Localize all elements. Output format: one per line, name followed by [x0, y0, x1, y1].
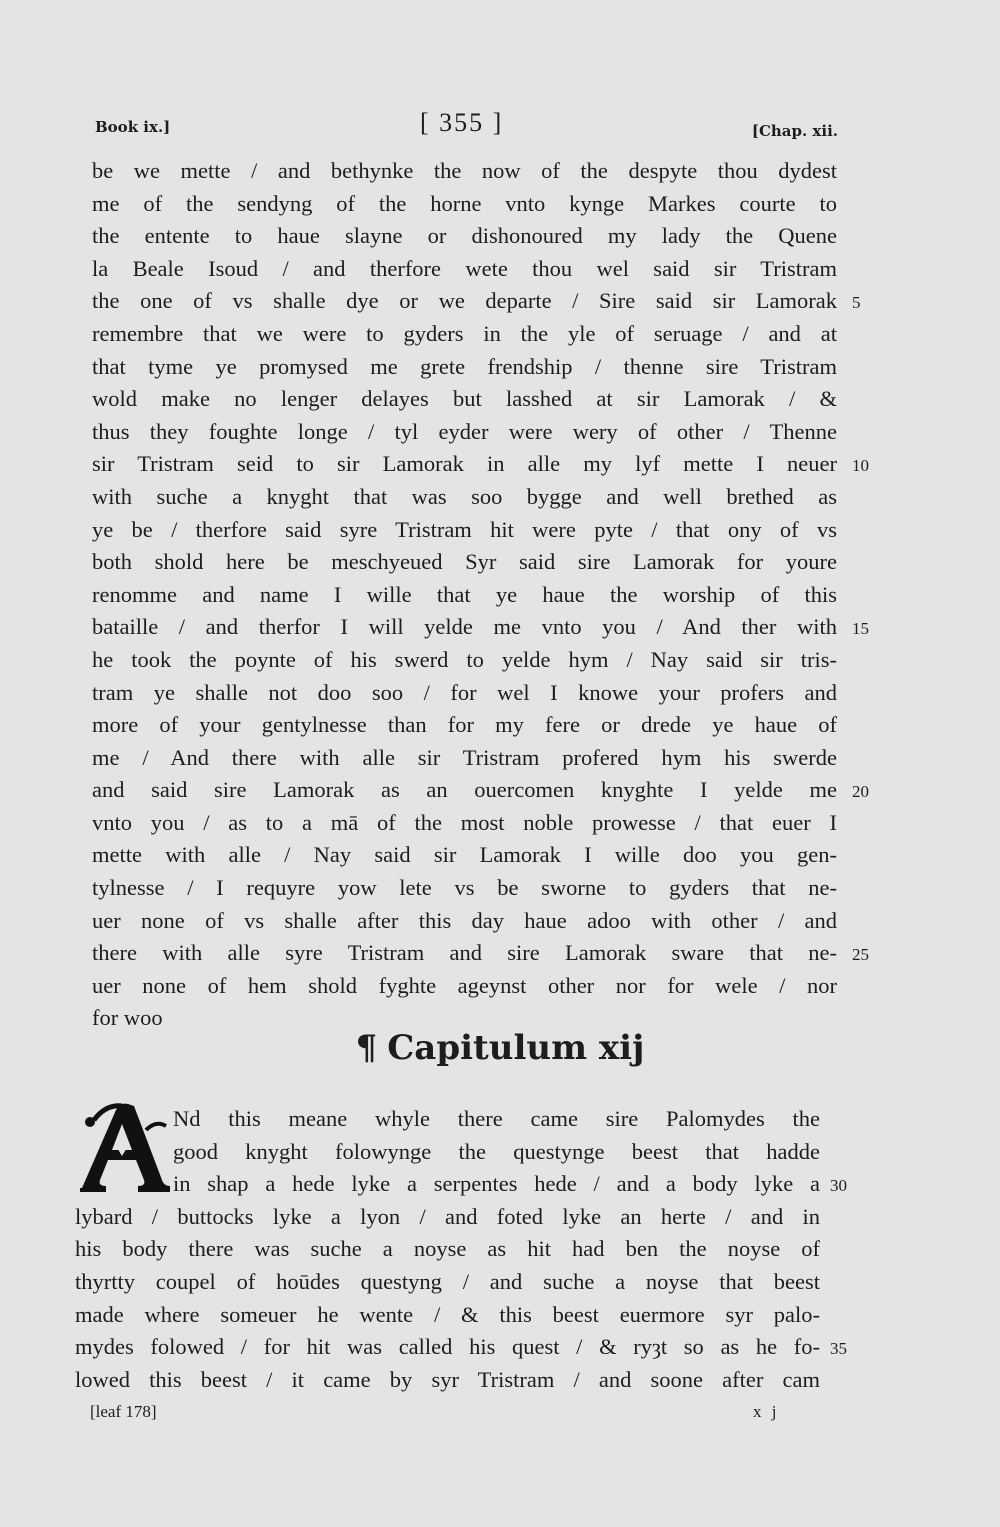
signature-mark: x j [753, 1402, 780, 1421]
line-number: 5 [852, 293, 861, 313]
line-text: made where someuer he wente / & this beest euermore syr palo- [75, 1301, 820, 1327]
line-text: the one of vs shalle dye or we departe / Sire said sir Lamorak [92, 288, 837, 314]
line-number: 10 [852, 456, 869, 476]
text-line [75, 1201, 820, 1234]
line-number: 15 [852, 619, 869, 639]
line-text: more of your gentylnesse than for my fere or drede ye haue of [92, 712, 837, 738]
line-text: Nd this meane whyle there came sire Palomydes the [173, 1106, 820, 1131]
text-line [92, 872, 837, 905]
line-text: lowed this beest / it came by syr Tristram / and soone after cam [75, 1366, 820, 1392]
text-line [92, 644, 837, 677]
text-line [75, 1168, 847, 1201]
line-number: 30 [830, 1176, 847, 1196]
text-line [75, 1233, 820, 1266]
text-line [92, 285, 861, 318]
text-line [92, 774, 869, 807]
line-text: uer none of hem shold fyghte ageynst other nor for wele / nor [92, 972, 837, 998]
pilcrow-icon: ¶ [355, 1028, 378, 1068]
line-text: mydes folowed / for hit was called his quest / & ryȝt so as he fo- [75, 1334, 820, 1360]
line-text: there with alle syre Tristram and sire Lamorak sware that ne- [92, 940, 837, 966]
text-line [92, 383, 837, 416]
main-text-block [92, 155, 869, 1035]
line-text: me of the sendyng of the horne vnto kynge Markes courte to [92, 190, 837, 216]
line-text: in shap a hede lyke a serpentes hede / and a body lyke a [173, 1171, 820, 1197]
line-text: tram ye shalle not doo soo / for wel I knowe your profers and [92, 679, 837, 705]
line-text: thyrtty coupel of hoūdes questyng / and suche a noyse that beest [75, 1268, 820, 1294]
line-text: bataille / and therfor I will yelde me vnto you / And ther with [92, 614, 837, 640]
line-number: 35 [830, 1339, 847, 1359]
line-text: the entente to haue slayne or dishonoured my lady the Quene [92, 223, 837, 249]
text-line [92, 807, 837, 840]
text-line [92, 253, 837, 286]
text-line [92, 742, 837, 775]
leaf-number: [leaf 178] [90, 1402, 157, 1421]
line-text: his body there was suche a noyse as hit had ben the noyse of [75, 1236, 820, 1262]
running-header [0, 108, 1000, 148]
chapter-heading [0, 1028, 1000, 1068]
text-line [92, 514, 837, 547]
text-line [75, 1266, 820, 1299]
line-text: tylnesse / I requyre yow lete vs be sworne to gyders that ne- [92, 875, 837, 901]
text-line [92, 318, 837, 351]
text-line [92, 481, 837, 514]
line-text: uer none of vs shalle after this day haue adoo with other / and [92, 907, 837, 933]
text-line [75, 1136, 820, 1169]
line-text: sir Tristram seid to sir Lamorak in alle my lyf mette I neuer [92, 451, 837, 477]
chapter-label: [Chap. xii. [751, 122, 838, 140]
line-text: wold make no lenger delayes but lasshed at sir Lamorak / & [92, 386, 837, 412]
line-text: thus they foughte longe / tyl eyder were wery of other / Thenne [92, 418, 837, 444]
text-line [92, 611, 869, 644]
line-text: and said sire Lamorak as an ouercomen knyghte I yelde me [92, 777, 837, 803]
line-text: remembre that we were to gyders in the yle of seruage / and at [92, 320, 837, 346]
text-line [92, 448, 869, 481]
line-text: vnto you / as to a mā of the most noble prowesse / that euer I [92, 809, 837, 835]
line-text: be we mette / and bethynke the now of the despyte thou dydest [92, 158, 837, 183]
text-line [92, 416, 837, 449]
text-line [75, 1299, 820, 1332]
text-line [75, 1364, 820, 1397]
book-label: Book ix.] [95, 118, 171, 136]
line-text: la Beale Isoud / and therfore wete thou wel said sir Tristram [92, 255, 837, 281]
text-line [92, 970, 837, 1003]
text-line [92, 839, 837, 872]
line-text: both shold here be meschyeued Syr said sire Lamorak for youre [92, 549, 837, 575]
line-text: good knyght folowynge the questynge beest that hadde [173, 1138, 820, 1164]
line-text: for woo [92, 1005, 163, 1031]
line-number: 25 [852, 945, 869, 965]
line-text: renomme and name I wille that ye haue the worship of this [92, 581, 837, 607]
line-text: with suche a knyght that was soo bygge and well brethed as [92, 483, 837, 509]
text-line [92, 905, 837, 938]
text-line [92, 579, 837, 612]
chapter-text-block [75, 1103, 847, 1396]
text-line [92, 546, 837, 579]
text-line [75, 1331, 847, 1364]
text-line [92, 351, 837, 384]
line-text: he took the poynte of his swerd to yelde hym / Nay said sir tris- [92, 646, 837, 672]
text-line [92, 155, 837, 188]
text-line [92, 709, 837, 742]
text-line [92, 220, 837, 253]
line-text: me / And there with alle sir Tristram profered hym his swerde [92, 744, 837, 770]
line-text: ye be / therfore said syre Tristram hit were pyte / that ony of vs [92, 516, 837, 542]
chapter-title: Capitulum xij [387, 1028, 645, 1068]
line-text: lybard / buttocks lyke a lyon / and foted lyke an herte / and in [75, 1203, 820, 1229]
text-line [75, 1103, 820, 1136]
page-number: [ 355 ] [420, 108, 504, 137]
line-number: 20 [852, 782, 869, 802]
text-line [92, 188, 837, 221]
line-text: that tyme ye promysed me grete frendship / thenne sire Tristram [92, 353, 837, 379]
text-line [92, 677, 837, 710]
line-text: mette with alle / Nay said sir Lamorak I wille doo you gen- [92, 842, 837, 868]
text-line [92, 937, 869, 970]
